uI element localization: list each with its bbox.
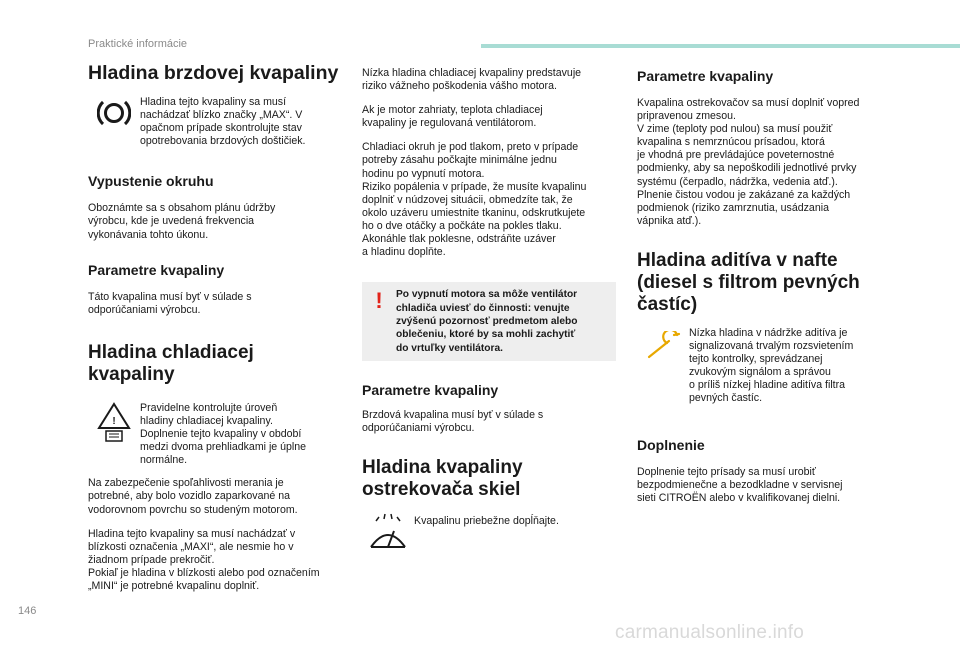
coolant-title: Hladina chladiacej kvapaliny bbox=[88, 341, 254, 385]
column-middle bbox=[362, 62, 616, 551]
brake-spec-text: Brzdová kvapalina musí byť v súlade s odporúčaniami výrobcu. bbox=[362, 409, 544, 435]
header-accent-bar bbox=[481, 44, 960, 48]
coolant-para2: Hladina tejto kvapaliny sa musí nachádzať v blízkosti označenia „MAXI“, ale nesmie ho v žiadnom prípade prekročiť. Pokiaľ je hladina v blízkosti alebo pod označením „MINI“ je potrebné kvapalinu doplniť. bbox=[88, 527, 320, 592]
washer-fluid-title: Hladina kvapaliny ostrekovača skiel bbox=[362, 457, 523, 501]
page-number: 146 bbox=[18, 605, 37, 617]
drain-circuit-text: Oboznámte sa s obsahom plánu údržby výrobcu, kde je uvedená frekvencia vykonávania tohto úkonu. bbox=[88, 202, 276, 241]
coolant-pressure-text: Chladiaci okruh je pod tlakom, preto v prípade potreby zásahu počkajte minimálne jednu hodinu po vypnutí motora. Riziko popálenia v prípade, že musíte kvapalinu doplniť v núdzovej situácii, obmedzíte tak, že okolo uzáveru umiestnite tkaninu, odskrutkujete ho o dve otáčky a počkáte na pokles tlaku. Akonáhle tlak poklesne, odstráňte uzáver a hladinu doplňte. bbox=[362, 141, 587, 259]
additive-text: Nízka hladina v nádržke aditíva je signalizovaná trvalým rozsvietením tejto kontrolky, sprevádzanej zvukovým signálom a správou o príliš nízkej hladine aditíva filtra pevných častíc. bbox=[689, 326, 854, 405]
drain-circuit-title: Vypustenie okruhu bbox=[88, 173, 214, 190]
additive-block bbox=[637, 327, 893, 406]
additive-title: Hladina aditíva v nafte (diesel s filtrom pevných častíc) bbox=[637, 249, 860, 315]
brake-fluid-text: Hladina tejto kvapaliny sa musí nachádzať blízko značky „MAX“. V opačnom prípade skontrolujte stav opotrebovania brzdových doštičiek. bbox=[140, 96, 306, 148]
coolant-warning-icon bbox=[97, 402, 131, 442]
brake-fluid-title: Hladina brzdovej kvapaliny bbox=[88, 62, 339, 84]
washer-fluid-icon bbox=[368, 513, 408, 551]
refill-title: Doplnenie bbox=[637, 436, 705, 453]
column-left bbox=[88, 62, 344, 593]
coolant-block bbox=[88, 402, 344, 467]
warning-exclamation-icon: ! bbox=[375, 288, 383, 314]
additive-wrench-icon bbox=[643, 331, 683, 361]
svg-text:!: ! bbox=[112, 415, 116, 427]
refill-text: Doplnenie tejto prísady sa musí urobiť bezpodmienečne a bezodkladne v servisnej sieti CITROËN alebo v kvalifikovanej dielni. bbox=[637, 465, 843, 504]
brake-fluid-spec-title: Parametre kvapaliny bbox=[88, 261, 225, 278]
watermark: carmanualsonline.info bbox=[615, 622, 805, 643]
coolant-para1: Na zabezpečenie spoľahlivosti merania je potrebné, aby bolo vozidlo zaparkované na vodorovnom povrchu so studeným motorom. bbox=[88, 477, 298, 516]
coolant-fan-text: Ak je motor zahriaty, teplota chladiacej kvapaliny je regulovaná ventilátorom. bbox=[362, 104, 543, 130]
washer-spec-text: Kvapalina ostrekovačov sa musí doplniť vopred pripravenou zmesou. V zime (teploty pod nulou) sa musí použiť kvapalina s nemrznúcou prísadou, ktorá je vhodná pre prevládajúce poveternostné podmienky, aby sa nepoškodili jednotlivé prvky systému (čerpadlo, nádržka, vedenia atď.). Plnenie čistou vodou je zakázané za každých podmienok (riziko zamrznutia, usádzania vápnika atď.). bbox=[637, 97, 860, 227]
column-right bbox=[637, 62, 893, 505]
fan-warning-box bbox=[362, 282, 616, 361]
washer-fluid-text: Kvapalinu priebežne dopĺňajte. bbox=[414, 515, 559, 528]
brake-spec-title: Parametre kvapaliny bbox=[362, 382, 499, 399]
coolant-intro-text: Pravidelne kontrolujte úroveň hladiny chladiacej kvapaliny. Doplnenie tejto kvapaliny v období medzi dvoma prehliadkami je úplne normálne. bbox=[140, 401, 307, 467]
washer-fluid-block bbox=[362, 513, 616, 551]
brake-warning-icon bbox=[97, 98, 131, 128]
brake-fluid-spec-text: Táto kvapalina musí byť v súlade s odporúčaniami výrobcu. bbox=[88, 290, 252, 316]
section-label: Praktické informácie bbox=[88, 38, 188, 50]
washer-spec-title: Parametre kvapaliny bbox=[637, 68, 774, 84]
fan-warning-text: Po vypnutí motora sa môže ventilátor chladiča uviesť do činnosti: venujte zvýšenú pozornosť predmetom alebo oblečeniu, ktoré by sa mohli zachytiť do vrtuľky ventilátora. bbox=[396, 289, 578, 354]
brake-fluid-block bbox=[88, 96, 344, 148]
coolant-low-text: Nízka hladina chladiacej kvapaliny predstavuje riziko vážneho poškodenia vášho motora. bbox=[362, 67, 582, 93]
